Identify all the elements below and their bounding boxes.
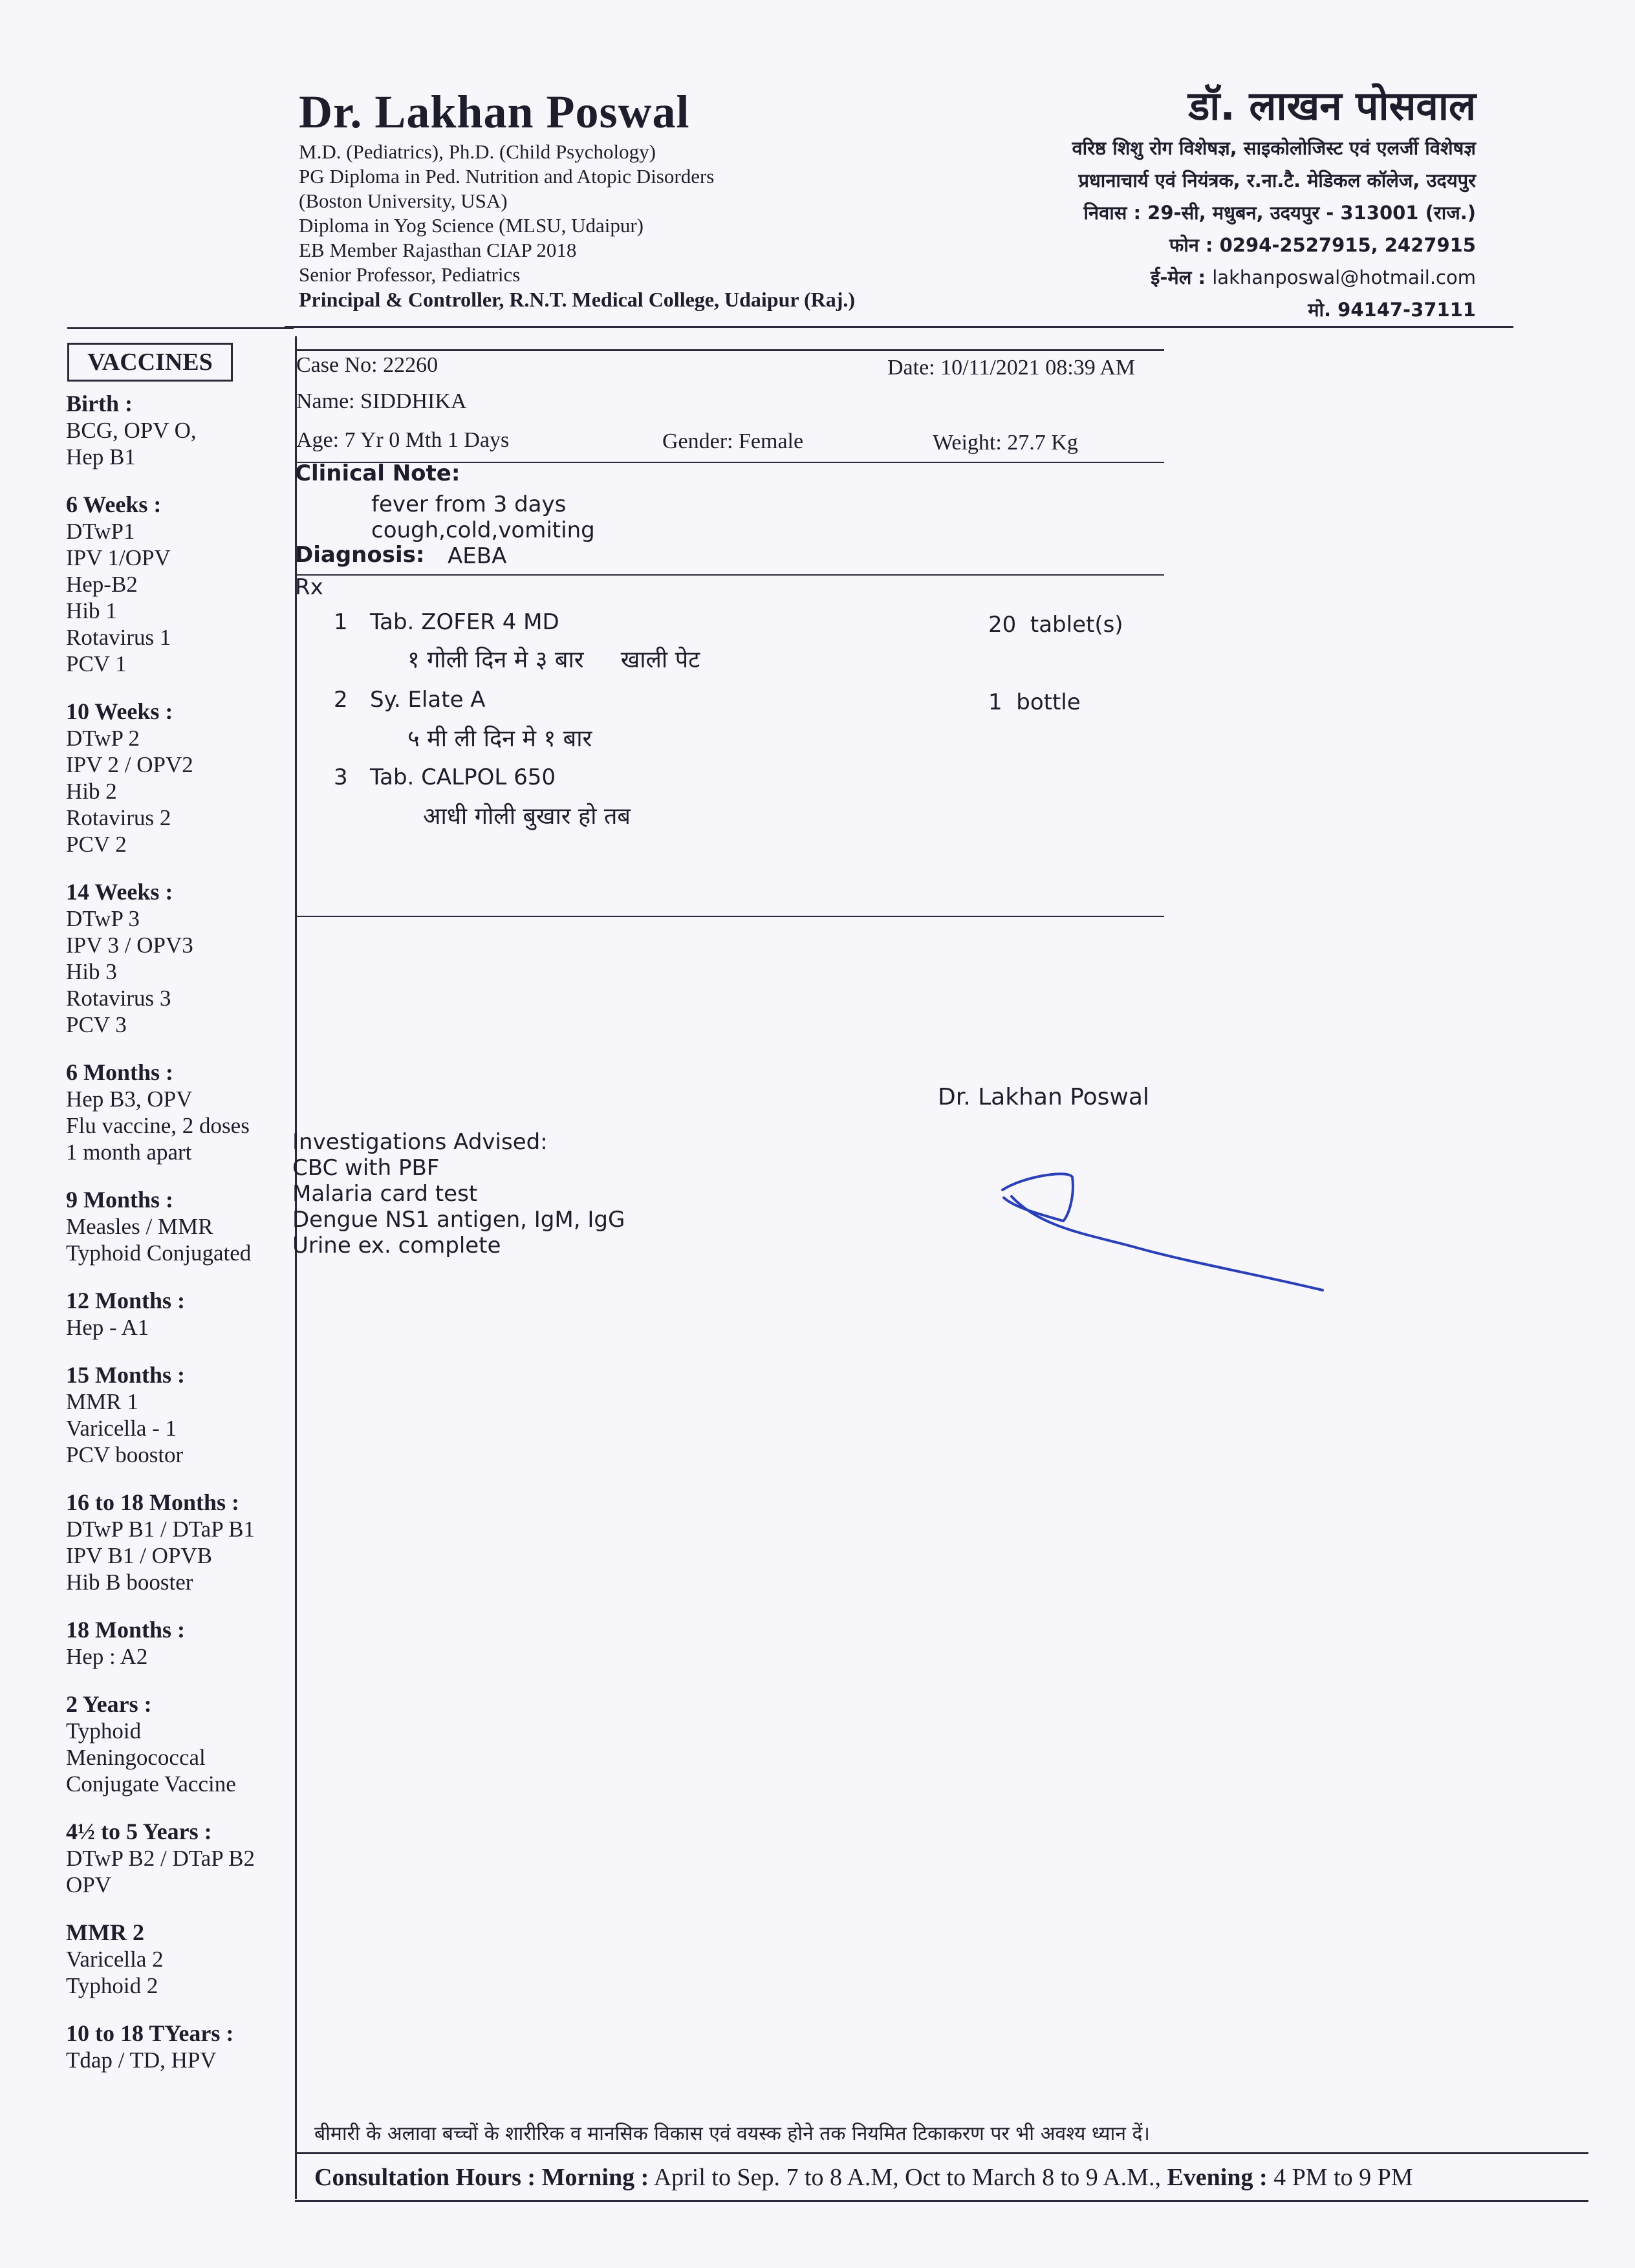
vaccine-group	[66, 1059, 299, 1165]
vaccine-item: DTwP 2	[66, 726, 140, 751]
vaccine-group-heading: 12 Months :	[66, 1288, 186, 1313]
hindi-doctor-name: डॉ. लाखन पोसवाल	[1188, 82, 1476, 129]
vaccine-group-heading: 4½ to 5 Years :	[66, 1819, 212, 1844]
vaccine-item: Rotavirus 2	[66, 805, 171, 830]
vaccine-group	[66, 1617, 299, 1670]
email-line	[1072, 261, 1476, 294]
vaccine-group	[66, 1489, 299, 1595]
footer-bottom-rule	[295, 2200, 1588, 2202]
vaccine-item: DTwP1	[66, 519, 135, 544]
signature-name: Dr. Lakhan Poswal	[938, 1084, 1149, 1110]
vaccine-group-heading: 2 Years :	[66, 1691, 152, 1717]
vaccine-item: MMR 1	[66, 1389, 138, 1414]
evening-label: Evening :	[1167, 2164, 1268, 2191]
prescription-instructions: ५ मी ली दिन मे १ बार	[407, 726, 592, 752]
patient-gender: Gender: Female	[662, 429, 804, 453]
prescription-item	[334, 609, 1175, 687]
header-rule-left	[67, 327, 294, 329]
prescription-number: 2	[334, 687, 348, 713]
footer-hindi-note: बीमारी के अलावा बच्चों के शारीरिक व मानसिक विकास एवं वयस्क होने तक नियमित टिकाकरण पर भी अवश्य ध्यान दें।	[314, 2122, 1150, 2145]
vaccine-group	[66, 1919, 299, 1999]
prescription-drug: Tab. ZOFER 4 MD	[370, 609, 559, 635]
vaccine-item: Hep - A1	[66, 1315, 149, 1340]
patient-top-rule	[295, 349, 1164, 351]
doctor-name: Dr. Lakhan Poswal	[299, 86, 690, 138]
prescription-quantity: 20 tablet(s)	[988, 612, 1123, 638]
qualification-line: Senior Professor, Pediatrics	[299, 263, 521, 286]
vaccine-item: Hep-B2	[66, 572, 138, 597]
hindi-address: निवास : 29-सी, मधुबन, उदयपुर - 313001 (राज.)	[1083, 202, 1476, 224]
rx-rule	[295, 574, 1164, 576]
hours-label: Consultation Hours :	[314, 2164, 536, 2191]
vaccine-group-heading: 10 to 18 TYears :	[66, 2020, 234, 2046]
vaccine-item: Measles / MMR	[66, 1214, 213, 1239]
vaccine-item: IPV B1 / OPVB	[66, 1543, 212, 1568]
email-address: lakhanposwal@hotmail.com	[1212, 266, 1476, 288]
investigation-item: Dengue NS1 antigen, IgM, IgG	[292, 1207, 625, 1233]
vaccine-group	[66, 491, 299, 677]
vaccine-item: IPV 3 / OPV3	[66, 933, 193, 958]
vaccine-item: OPV	[66, 1872, 112, 1897]
vaccine-item: DTwP B2 / DTaP B2	[66, 1846, 255, 1871]
vaccine-group	[66, 2020, 299, 2073]
investigations-title: Investigations Advised:	[292, 1129, 548, 1155]
hindi-line: प्रधानाचार्य एवं नियंत्रक, र.ना.टै. मेडिकल कॉलेज, उदयपुर	[1078, 169, 1476, 191]
header-rule	[285, 326, 1513, 328]
vaccine-group-heading: 10 Weeks :	[66, 698, 173, 724]
case-number: Case No: 22260	[296, 353, 439, 377]
vaccine-group	[66, 1362, 299, 1468]
prescription-quantity: 1 bottle	[988, 689, 1081, 715]
vaccine-item: PCV 3	[66, 1012, 127, 1037]
investigation-item: Malaria card test	[292, 1181, 478, 1207]
vaccine-item: Typhoid 2	[66, 1973, 158, 1998]
vaccine-group-heading: 18 Months :	[66, 1617, 186, 1643]
vaccine-item: DTwP B1 / DTaP B1	[66, 1517, 255, 1542]
vaccine-item: Varicella 2	[66, 1947, 164, 1972]
vaccine-group-heading: 9 Months :	[66, 1187, 174, 1213]
vaccine-item: BCG, OPV O,	[66, 418, 197, 443]
mobile-number: मो. 94147-37111	[1308, 299, 1476, 321]
clinical-note-line: cough,cold,vomiting	[371, 517, 595, 543]
prescription-instructions: आधी गोली बुखार हो तब	[423, 803, 631, 830]
footer-top-rule	[295, 2152, 1588, 2154]
patient-age: Age: 7 Yr 0 Mth 1 Days	[296, 428, 510, 452]
vaccine-item: Rotavirus 1	[66, 625, 171, 650]
evening-hours: 4 PM to 9 PM	[1273, 2164, 1413, 2191]
vaccine-group	[66, 698, 299, 858]
qualification-line: EB Member Rajasthan CIAP 2018	[299, 239, 577, 261]
vaccine-item: Hep B1	[66, 444, 136, 470]
rx-symbol: Rx	[295, 574, 323, 600]
hindi-header	[1072, 80, 1476, 326]
vaccine-group-heading: MMR 2	[66, 1919, 144, 1945]
vaccine-item: 1 month apart	[66, 1139, 192, 1165]
visit-date: Date: 10/11/2021 08:39 AM	[887, 356, 1136, 380]
patient-weight: Weight: 27.7 Kg	[933, 431, 1078, 455]
position-line: Principal & Controller, R.N.T. Medical College, Udaipur (Raj.)	[299, 288, 856, 311]
vaccine-group	[66, 1819, 299, 1898]
vaccine-item: IPV 2 / OPV2	[66, 752, 193, 777]
hindi-phone: फोन : 0294-2527915, 2427915	[1169, 234, 1476, 256]
vaccine-item: Typhoid	[66, 1718, 142, 1744]
vaccine-item: Hib 2	[66, 779, 117, 804]
morning-hours: April to Sep. 7 to 8 A.M, Oct to March 8 to 9 A.M.,	[653, 2164, 1161, 2191]
vaccine-group	[66, 1288, 299, 1341]
vaccine-group	[66, 879, 299, 1038]
vaccine-group	[66, 391, 299, 470]
consultation-hours	[314, 2163, 1413, 2192]
clinical-note-label: Clinical Note:	[295, 460, 460, 486]
prescription-instructions: १ गोली दिन मे ३ बार खाली पेट	[407, 647, 700, 673]
qualification-line: PG Diploma in Ped. Nutrition and Atopic Disorders	[299, 165, 715, 188]
diagnosis-value: AEBA	[448, 543, 507, 569]
hindi-line: वरिष्ठ शिशु रोग विशेषज्ञ, साइकोलोजिस्ट एवं एलर्जी विशेषज्ञ	[1072, 137, 1476, 159]
signature-scribble	[996, 1158, 1332, 1293]
vaccine-item: PCV 1	[66, 651, 127, 676]
vaccine-group-heading: Birth :	[66, 391, 133, 416]
clinical-note-line: fever from 3 days	[371, 491, 567, 517]
vaccine-group-heading: 6 Weeks :	[66, 491, 162, 517]
vaccine-item: Flu vaccine, 2 doses	[66, 1113, 250, 1138]
vaccine-item: Rotavirus 3	[66, 986, 171, 1011]
email-label: ई-मेल :	[1151, 266, 1206, 288]
vaccine-item: Varicella - 1	[66, 1416, 177, 1441]
vaccine-schedule	[66, 391, 299, 2095]
vaccine-item: Hib B booster	[66, 1570, 193, 1595]
prescription-drug: Tab. CALPOL 650	[370, 764, 556, 790]
vaccine-item: PCV boostor	[66, 1442, 184, 1467]
prescription-number: 1	[334, 609, 348, 635]
vaccine-item: IPV 1/OPV	[66, 545, 171, 570]
diagnosis-label: Diagnosis:	[295, 542, 425, 568]
qualification-line: Diploma in Yog Science (MLSU, Udaipur)	[299, 214, 644, 237]
vaccines-title: VACCINES	[67, 343, 233, 382]
prescription-item	[334, 764, 1175, 842]
vaccine-item: PCV 2	[66, 832, 127, 857]
vaccine-group-heading: 6 Months :	[66, 1059, 174, 1085]
vaccine-item: Typhoid Conjugated	[66, 1240, 252, 1266]
prescription-end-rule	[295, 916, 1164, 917]
vaccine-item: DTwP 3	[66, 906, 140, 931]
vaccine-item: Hep B3, OPV	[66, 1086, 193, 1112]
vaccine-item: Tdap / TD, HPV	[66, 2047, 217, 2073]
qualification-line: (Boston University, USA)	[299, 189, 508, 212]
investigation-item: CBC with PBF	[292, 1155, 440, 1181]
vaccine-item: Meningococcal	[66, 1745, 206, 1770]
investigation-item: Urine ex. complete	[292, 1233, 501, 1258]
vaccine-item: Hib 1	[66, 598, 117, 623]
qualification-line: M.D. (Pediatrics), Ph.D. (Child Psychology)	[299, 140, 656, 163]
qualifications	[299, 140, 855, 312]
vaccine-item: Conjugate Vaccine	[66, 1771, 236, 1797]
vaccine-group-heading: 15 Months :	[66, 1362, 186, 1388]
prescription-drug: Sy. Elate A	[370, 687, 486, 713]
vaccine-item: Hep : A2	[66, 1644, 148, 1669]
vaccine-item: Hib 3	[66, 959, 117, 984]
vaccine-group	[66, 1187, 299, 1266]
vaccine-group-heading: 14 Weeks :	[66, 879, 173, 905]
morning-label: Morning :	[541, 2164, 649, 2191]
vaccine-group-heading: 16 to 18 Months :	[66, 1489, 239, 1515]
vaccine-group	[66, 1691, 299, 1797]
prescription-item	[334, 687, 1175, 764]
prescription-number: 3	[334, 764, 348, 790]
patient-name: Name: SIDDHIKA	[296, 389, 467, 413]
